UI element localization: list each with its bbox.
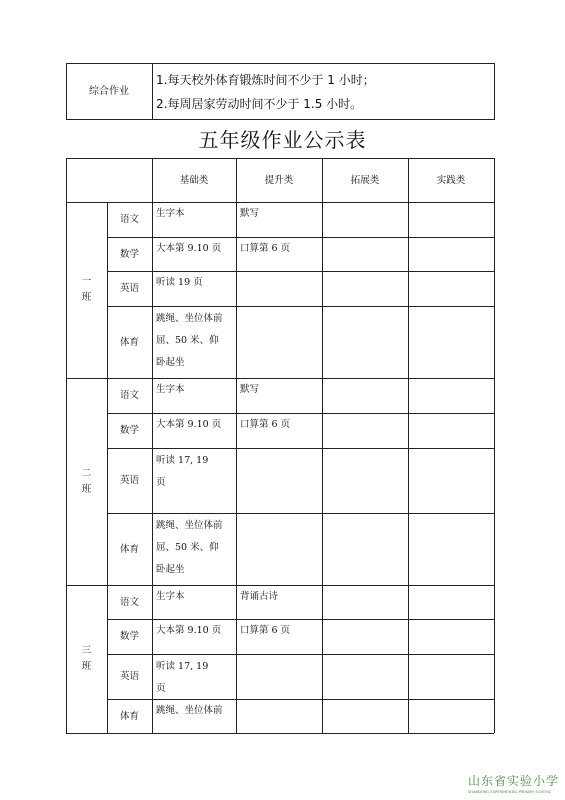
extension-homework-cell [322,513,408,585]
basic-homework-cell: 跳绳、坐位体前 [156,705,223,716]
class-label [66,585,107,733]
basic-homework-cell: 生字本 [156,591,185,602]
basic-homework-line: 跳绳、坐位体前 [156,520,223,531]
extension-homework-cell [322,237,408,271]
extension-homework-cell [322,654,408,699]
basic-homework-cell: 生字本 [156,208,185,219]
basic-homework-line: 跳绳、坐位体前 [156,313,223,324]
class-label-bottom: 班 [81,292,92,303]
subject-cell: 数学 [119,248,139,260]
improve-homework-cell: 默写 [240,208,260,219]
basic-homework-cell: 大本第 9.10 页 [156,243,222,254]
basic-homework-cell: 大本第 9.10 页 [156,419,222,430]
extension-homework-cell [322,699,408,733]
basic-homework-line: 屈、50 米、仰 [156,542,219,553]
table-col-line [494,202,495,378]
practice-homework-cell [408,237,494,271]
practice-homework-cell [408,585,494,619]
class-border-bottom [66,733,494,734]
top-table-line-1: 1.每天校外体育锻炼时间不少于 1 小时； [156,73,375,87]
basic-homework-line: 听读 17, 19 [156,661,209,672]
header-col-line [494,158,495,202]
practice-homework-cell [408,699,494,733]
page-title: 五年级作业公示表 [198,128,367,152]
extension-homework-cell [322,306,408,378]
improve-homework-cell [236,699,322,733]
practice-homework-cell [408,448,494,513]
basic-homework-cell: 大本第 9.10 页 [156,625,222,636]
practice-homework-cell [408,654,494,699]
subject-cell: 数学 [119,631,139,642]
improve-homework-cell [236,271,322,306]
subject-cell: 体育 [119,543,139,555]
class-label [66,202,107,378]
school-logo-subtitle: SHANDONG EXPERIMENTAL PRIMARY SCHOOL [468,790,551,794]
header-border-left [66,158,67,202]
improve-homework-cell [236,513,322,585]
table-col-line [494,585,495,733]
subject-cell: 体育 [119,710,139,722]
subject-cell: 语文 [119,214,139,225]
table-col-line [494,378,495,585]
improve-homework-cell: 背诵古诗 [240,591,279,602]
subject-cell: 体育 [119,336,139,348]
basic-homework-cell [152,306,236,378]
top-table-divider [152,63,153,119]
improve-homework-cell [236,654,322,699]
top-table-line-2: 2.每周居家劳动时间不少于 1.5 小时。 [156,97,363,111]
class-label-top: 二 [81,467,92,479]
subject-cell: 语文 [119,596,139,608]
practice-homework-cell [408,378,494,413]
extension-homework-cell [322,448,408,513]
practice-homework-cell [408,413,494,448]
class-label-bottom: 班 [81,661,92,672]
basic-homework-line: 屈、50 米、仰 [156,335,219,346]
basic-homework-cell: 听读 19 页 [156,277,203,288]
top-table-border-right [494,63,495,119]
practice-homework-cell [408,513,494,585]
extension-homework-cell [322,271,408,306]
basic-homework-line: 卧起坐 [156,564,185,575]
improve-homework-cell: 口算第 6 页 [240,419,291,430]
basic-homework-cell [152,448,236,513]
subject-cell: 语文 [119,390,139,401]
practice-homework-cell [408,306,494,378]
basic-homework-cell [152,654,236,699]
improve-homework-cell: 默写 [240,384,260,395]
practice-homework-cell [408,271,494,306]
school-logo [468,772,560,794]
improve-homework-cell [236,306,322,378]
subject-cell: 数学 [119,425,139,436]
improve-homework-cell: 口算第 6 页 [240,625,291,636]
class-label-top: 三 [81,645,92,656]
top-table-border-bottom [66,119,495,120]
extension-homework-cell [322,378,408,413]
class-label [66,378,107,585]
class-label-top: 一 [81,276,92,287]
class-label-bottom: 班 [81,483,92,495]
practice-homework-cell [408,202,494,237]
basic-homework-line: 听读 17, 19 [156,455,209,466]
basic-homework-cell: 生字本 [156,384,185,395]
subject-cell: 英语 [119,283,139,294]
basic-homework-line: 页 [156,477,166,488]
subject-cell: 英语 [119,671,139,682]
top-table-label: 综合作业 [89,85,129,97]
basic-homework-cell [152,513,236,585]
column-header: 实践类 [436,174,466,186]
column-header: 基础类 [179,174,209,186]
practice-homework-cell [408,619,494,654]
basic-homework-line: 页 [156,683,166,694]
school-logo-name: 山东省实验小学 [468,774,560,788]
column-header: 提升类 [264,174,294,186]
extension-homework-cell [322,413,408,448]
extension-homework-cell [322,585,408,619]
extension-homework-cell [322,619,408,654]
improve-homework-cell: 口算第 6 页 [240,243,291,254]
basic-homework-line: 卧起坐 [156,357,185,368]
column-header: 拓展类 [350,174,380,186]
subject-cell: 英语 [119,475,139,486]
improve-homework-cell [236,448,322,513]
extension-homework-cell [322,202,408,237]
